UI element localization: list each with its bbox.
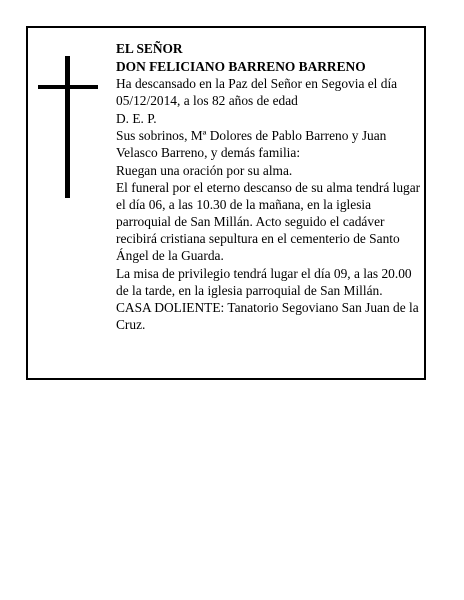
title-line-1: EL SEÑOR — [116, 41, 183, 56]
funeral-paragraph: El funeral por el eterno descanso de su alma tendrá lugar el día 06, a las 10.30 de la mañana, en la iglesia parroquial de San Millán. Acto seguido el cadáver recibirá cristiana sepultura en el cementerio de Santo Ángel de la Guarda. — [116, 180, 421, 263]
rest-statement: Ha descansado en la Paz del Señor en Segovia el día 05/12/2014, a los 82 años de edad — [116, 76, 398, 108]
deceased-name: DON FELICIANO BARRENO BARRENO — [116, 58, 366, 74]
cross-vertical-bar — [65, 56, 70, 198]
dep-line: D. E. P. — [116, 110, 157, 126]
mass-paragraph: La misa de privilegio tendrá lugar el día 09, a las 20.00 de la tarde, en la iglesia parroquial de San Millán. — [116, 265, 412, 298]
prayer-line: Ruegan una oración por su alma. — [116, 162, 293, 178]
family-line: Sus sobrinos, Mª Dolores de Pablo Barreno y Juan Velasco Barreno, y demás familia: — [116, 128, 387, 160]
obituary-notice — [26, 26, 426, 380]
mourning-house-line: CASA DOLIENTE: Tanatorio Segoviano San Juan de la Cruz. — [116, 300, 419, 332]
cross-horizontal-bar — [38, 85, 98, 89]
latin-cross-icon — [38, 56, 98, 198]
notice-text — [116, 40, 422, 334]
